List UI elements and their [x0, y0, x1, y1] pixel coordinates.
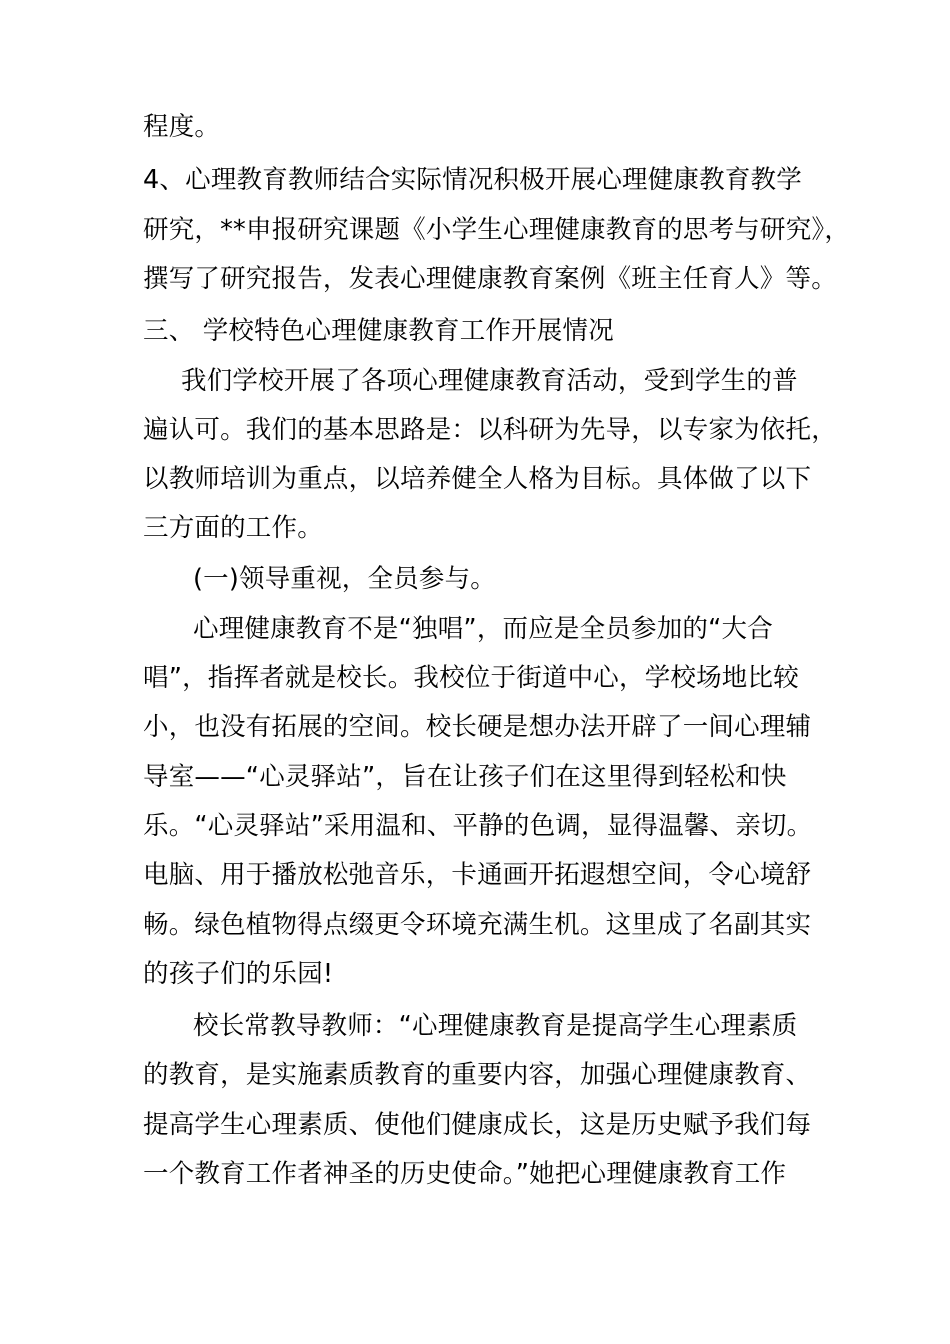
- text-line: 乐。“心灵驿站”采用温和、平静的色调，显得温馨、亲切。: [143, 811, 813, 841]
- text-line: 撰写了研究报告，发表心理健康教育案例《班主任育人》等。: [143, 264, 837, 294]
- text-line: 唱”，指挥者就是校长。我校位于街道中心，学校场地比较: [143, 663, 799, 693]
- text-line: 小，也没有拓展的空间。校长硬是想办法开辟了一间心理辅: [143, 712, 812, 742]
- text-line: 导室——“心灵驿站”，旨在让孩子们在这里得到轻松和快: [143, 762, 787, 792]
- text-line: 电脑、用于播放松弛音乐，卡通画开拓遐想空间，令心境舒: [143, 860, 812, 890]
- text-line: 程度。: [143, 112, 221, 142]
- text-line: 遍认可。我们的基本思路是：以科研为先导，以专家为依托，: [143, 415, 837, 445]
- text-line: 校长常教导教师：“心理健康教育是提高学生心理素质: [193, 1011, 798, 1041]
- text-line: 的教育，是实施素质教育的重要内容，加强心理健康教育、: [143, 1060, 812, 1090]
- text-line: 以教师培训为重点，以培养健全人格为目标。具体做了以下: [143, 464, 812, 494]
- text-line: 心理健康教育不是“独唱”，而应是全员参加的“大合: [193, 614, 773, 644]
- text-line: 畅。绿色植物得点缀更令环境充满生机。这里成了名副其实: [143, 910, 812, 940]
- text-line: 我们学校开展了各项心理健康教育活动，受到学生的普: [181, 366, 798, 396]
- text-line: 提高学生心理素质、使他们健康成长，这是历史赋予我们每: [143, 1110, 812, 1140]
- subsection-heading: (一)领导重视，全员参与。: [193, 564, 496, 594]
- text-line: 4、心理教育教师结合实际情况积极开展心理健康教育教学: [143, 165, 802, 195]
- text-line: 三方面的工作。: [143, 513, 323, 543]
- section-heading: 三、 学校特色心理健康教育工作开展情况: [143, 316, 614, 346]
- text-line: 的孩子们的乐园!: [143, 959, 334, 989]
- text-line: 研究，**申报研究课题《小学生心理健康教育的思考与研究》，: [143, 215, 851, 245]
- text-line: 一个教育工作者神圣的历史使命。”她把心理健康教育工作: [143, 1159, 787, 1189]
